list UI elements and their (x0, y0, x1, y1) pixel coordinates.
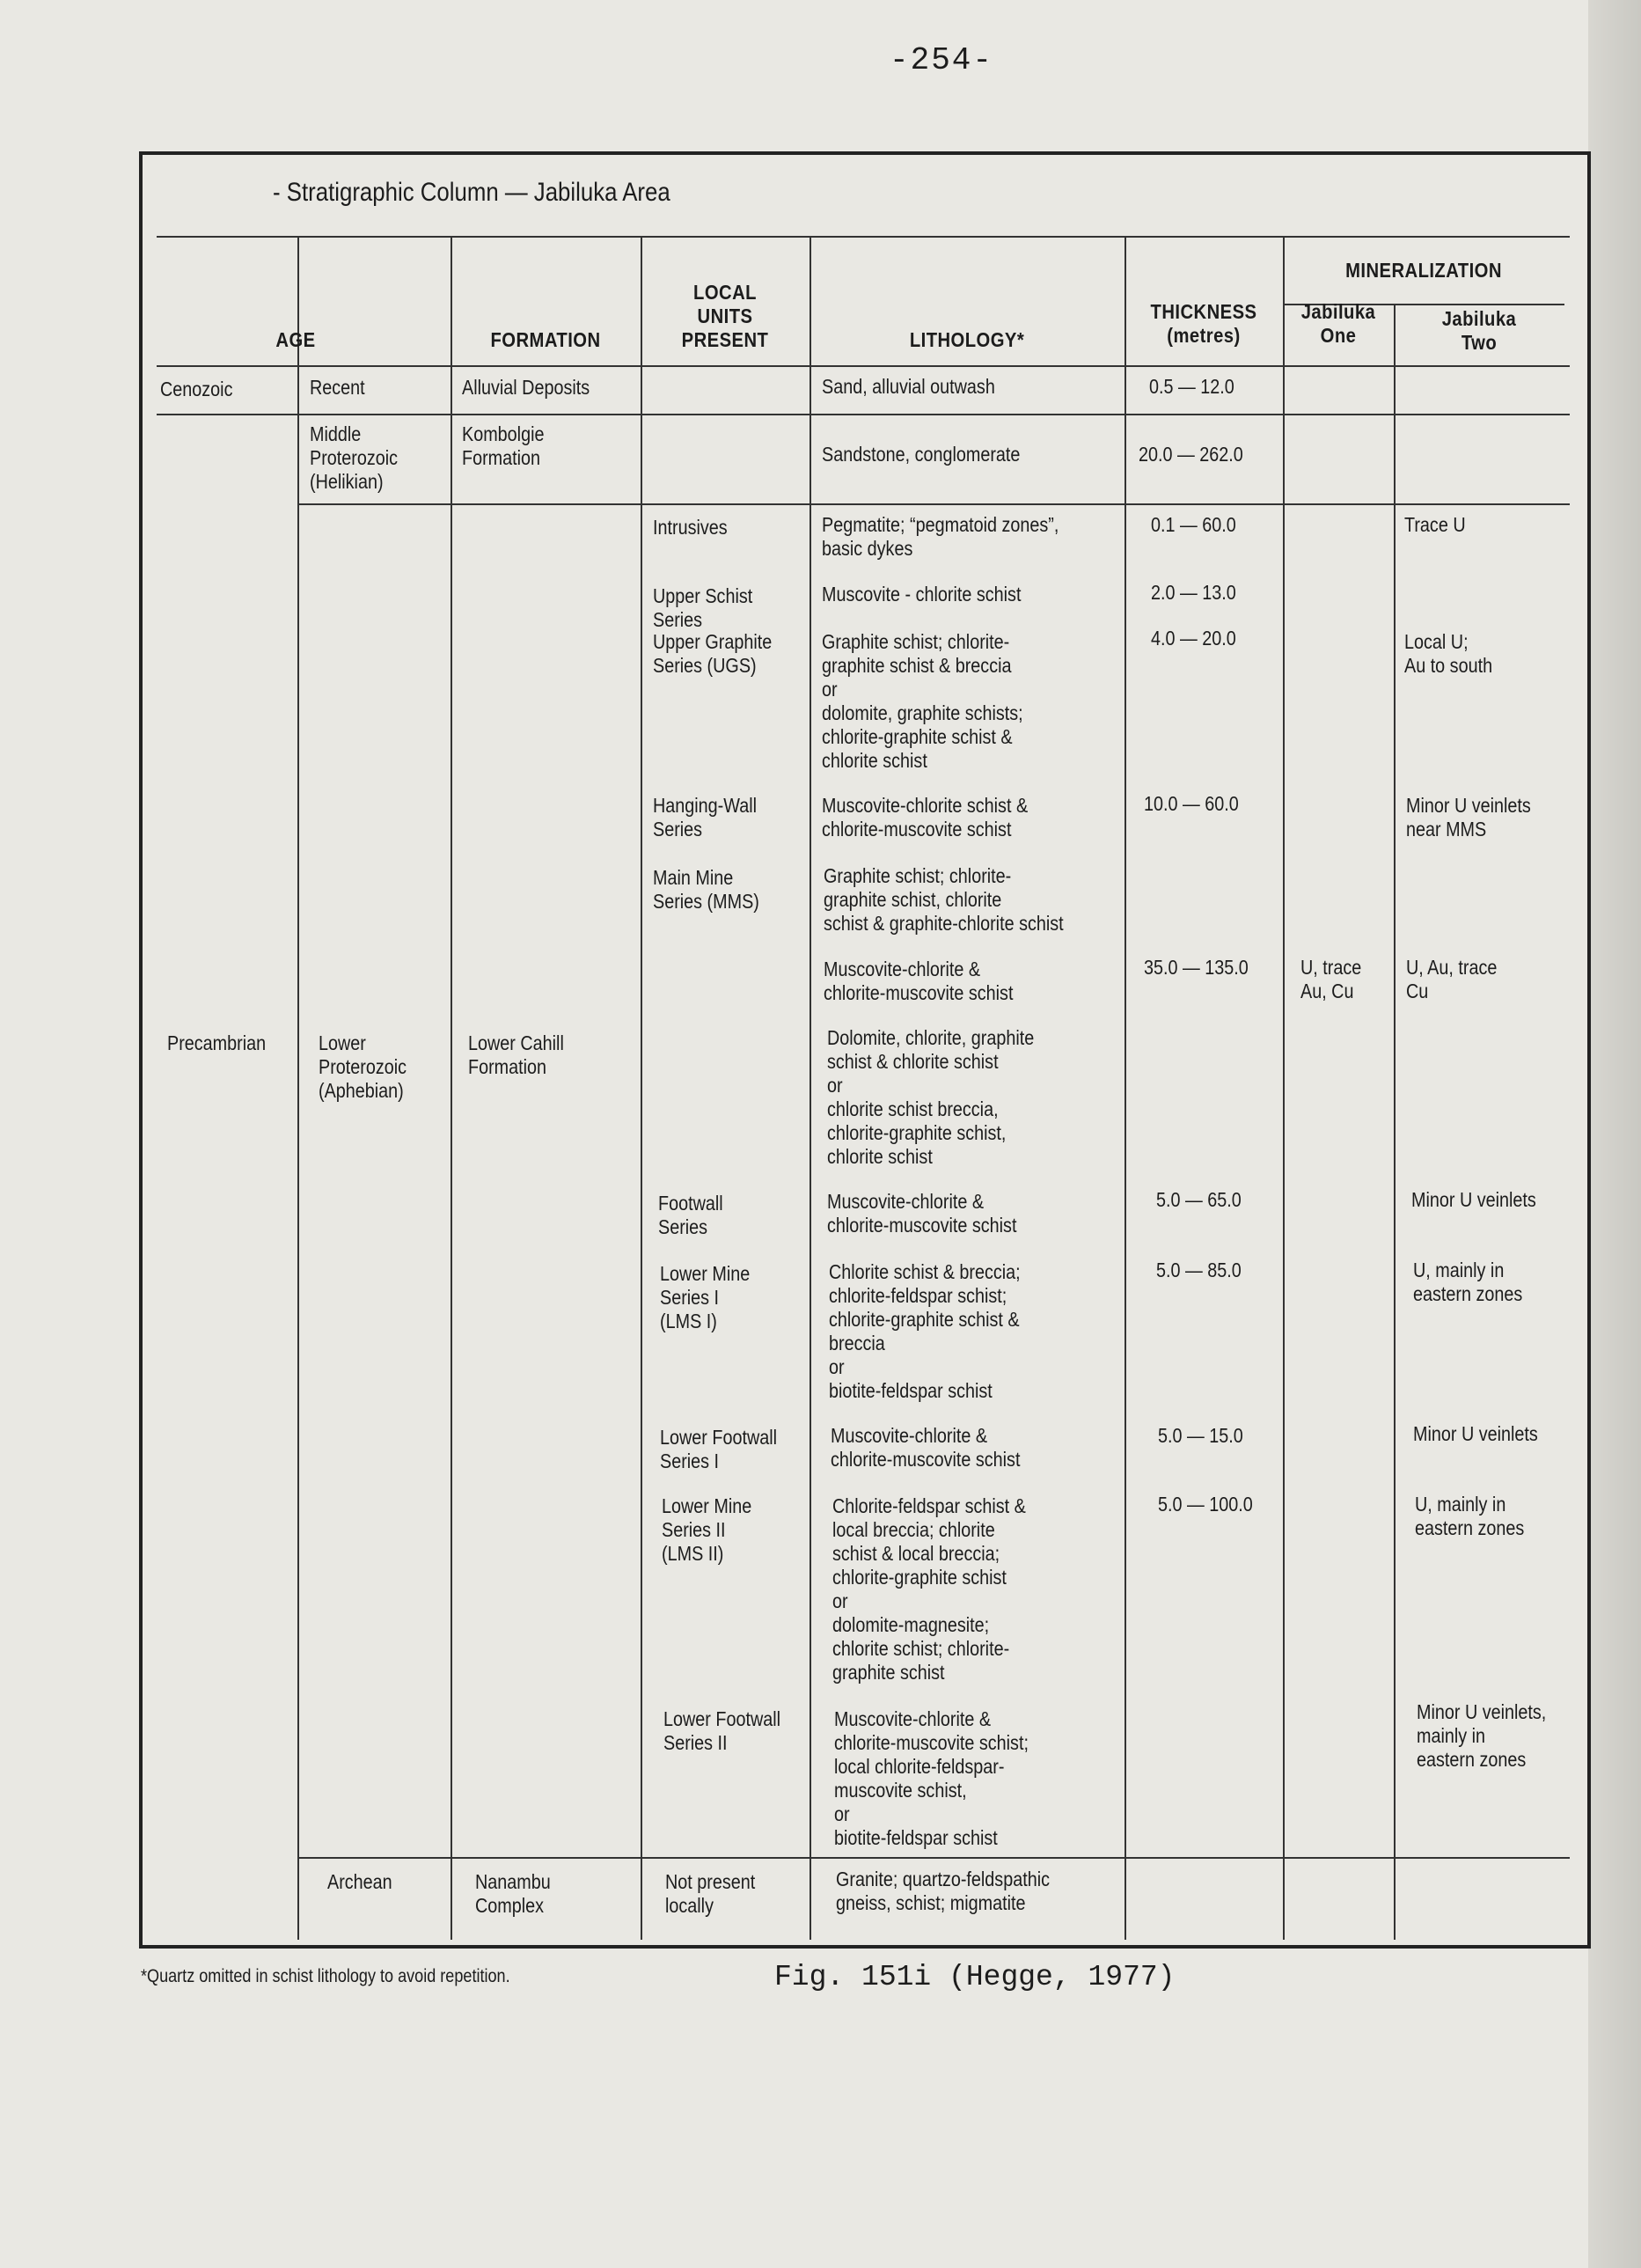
rule (641, 236, 642, 1940)
mineralization-two-cell: Minor U veinlets (1413, 1422, 1538, 1445)
header-local-units: LOCAL UNITS PRESENT (681, 281, 769, 351)
age-recent: Recent (310, 376, 365, 399)
age-lower-proterozoic: Lower Proterozoic (Aphebian) (319, 1031, 407, 1102)
mineralization-two-cell: Minor U veinlets, mainly in eastern zones (1417, 1700, 1547, 1771)
thickness-cell: 20.0 — 262.0 (1139, 443, 1243, 466)
era-precambrian: Precambrian (167, 1031, 267, 1054)
figure-caption: Fig. 151i (Hegge, 1977) (774, 1961, 1176, 1993)
mineralization-two-cell: Trace U (1404, 513, 1466, 536)
thickness-cell: 2.0 — 13.0 (1151, 581, 1236, 604)
mineralization-two-cell: Minor U veinlets (1411, 1188, 1536, 1211)
lithology-cell: Chlorite schist & breccia; chlorite-feldspar schist; chlorite-graphite schist & breccia or biotite-feldspar schist (829, 1260, 1021, 1402)
thickness-cell: 0.1 — 60.0 (1151, 513, 1236, 536)
rule (157, 365, 1570, 367)
header-formation: FORMATION (490, 328, 601, 351)
lithology-cell: Muscovite-chlorite & chlorite-muscovite schist (824, 958, 1014, 1004)
age-archean: Archean (327, 1870, 392, 1893)
formation-kombolgie: Kombolgie Formation (462, 422, 545, 469)
header-mineralization: MINERALIZATION (1345, 259, 1502, 282)
rule (297, 236, 299, 1940)
unit-cell: Lower Footwall Series II (663, 1707, 781, 1754)
lithology-cell: Muscovite-chlorite schist & chlorite-muscovite schist (822, 794, 1029, 840)
rule (157, 414, 1570, 415)
lithology-cell: Muscovite - chlorite schist (822, 583, 1022, 606)
mineralization-two-cell: U, Au, trace Cu (1406, 956, 1498, 1002)
unit-cell: Lower Mine Series II (LMS II) (662, 1494, 752, 1565)
formation-lower-cahill: Lower Cahill Formation (468, 1031, 564, 1078)
lithology-cell: Dolomite, chlorite, graphite schist & chlorite schist or chlorite schist breccia, chlorite-graphite schist, chlorite schist (827, 1026, 1035, 1168)
lithology-cell: Granite; quartzo-feldspathic gneiss, schist; migmatite (836, 1868, 1050, 1914)
thickness-cell: 4.0 — 20.0 (1151, 627, 1236, 650)
footnote: *Quartz omitted in schist lithology to avoid repetition. (141, 1966, 510, 1986)
mineralization-two-cell: U, mainly in eastern zones (1415, 1493, 1525, 1539)
lithology-cell: Pegmatite; “pegmatoid zones”, basic dykes (822, 513, 1059, 560)
era-cenozoic: Cenozoic (160, 378, 233, 400)
rule (1283, 236, 1285, 1940)
unit-cell: Lower Footwall Series I (660, 1426, 778, 1472)
lithology-cell: Chlorite-feldspar schist & local breccia; chlorite schist & local breccia; chlorite-graphite schist or dolomite-magnesite; chlorite schist; chlorite- graphite schist (832, 1494, 1026, 1684)
unit-cell: Hanging-Wall Series (653, 794, 757, 840)
unit-cell: Upper Schist Series (653, 584, 753, 631)
thickness-cell: 10.0 — 60.0 (1144, 792, 1239, 815)
thickness-cell: 5.0 — 100.0 (1158, 1493, 1253, 1516)
unit-cell: Not present locally (665, 1870, 756, 1917)
unit-cell: Lower Mine Series I (LMS I) (660, 1262, 751, 1332)
mineralization-one-cell: U, trace Au, Cu (1300, 956, 1362, 1002)
header-thickness: THICKNESS (metres) (1150, 300, 1257, 347)
mineralization-two-cell: Local U; Au to south (1404, 630, 1493, 677)
thickness-cell: 0.5 — 12.0 (1149, 375, 1234, 398)
formation-alluvial: Alluvial Deposits (462, 376, 590, 399)
unit-cell: Intrusives (653, 516, 728, 539)
mineralization-two-cell: Minor U veinlets near MMS (1406, 794, 1531, 840)
header-lithology: LITHOLOGY* (909, 328, 1025, 351)
rule (451, 236, 452, 1940)
header-age: AGE (275, 328, 316, 351)
table-title: - Stratigraphic Column — Jabiluka Area (273, 178, 670, 207)
header-jabiluka-two: Jabiluka Two (1441, 307, 1517, 354)
rule (157, 236, 1570, 238)
lithology-cell: Sandstone, conglomerate (822, 443, 1021, 466)
page-number: -254- (889, 42, 994, 78)
unit-cell: Main Mine Series (MMS) (653, 866, 759, 913)
rule (1125, 236, 1126, 1940)
rule (297, 503, 1570, 505)
mineralization-two-cell: U, mainly in eastern zones (1413, 1259, 1523, 1305)
thickness-cell: 5.0 — 15.0 (1158, 1424, 1243, 1447)
lithology-cell: Muscovite-chlorite & chlorite-muscovite schist (831, 1424, 1021, 1471)
page-edge (1588, 0, 1641, 2268)
rule (1394, 304, 1396, 1940)
thickness-cell: 35.0 — 135.0 (1144, 956, 1249, 979)
unit-cell: Upper Graphite Series (UGS) (653, 630, 773, 677)
formation-nanambu: Nanambu Complex (475, 1870, 551, 1917)
thickness-cell: 5.0 — 65.0 (1156, 1188, 1242, 1211)
lithology-cell: Graphite schist; chlorite- graphite schist, chlorite schist & graphite-chlorite schist (824, 864, 1064, 935)
lithology-cell: Graphite schist; chlorite- graphite schist & breccia or dolomite, graphite schists; chlorite-graphite schist & chlorite schist (822, 630, 1023, 772)
unit-cell: Footwall Series (658, 1192, 723, 1238)
lithology-cell: Sand, alluvial outwash (822, 375, 995, 398)
header-jabiluka-one: Jabiluka One (1300, 300, 1376, 347)
rule (297, 1857, 1570, 1859)
lithology-cell: Muscovite-chlorite & chlorite-muscovite schist (827, 1190, 1017, 1237)
thickness-cell: 5.0 — 85.0 (1156, 1259, 1242, 1281)
lithology-cell: Muscovite-chlorite & chlorite-muscovite schist; local chlorite-feldspar- muscovite schist, or biotite-feldspar schist (834, 1707, 1029, 1849)
age-middle-proterozoic: Middle Proterozoic (Helikian) (310, 422, 399, 493)
rule (810, 236, 811, 1940)
